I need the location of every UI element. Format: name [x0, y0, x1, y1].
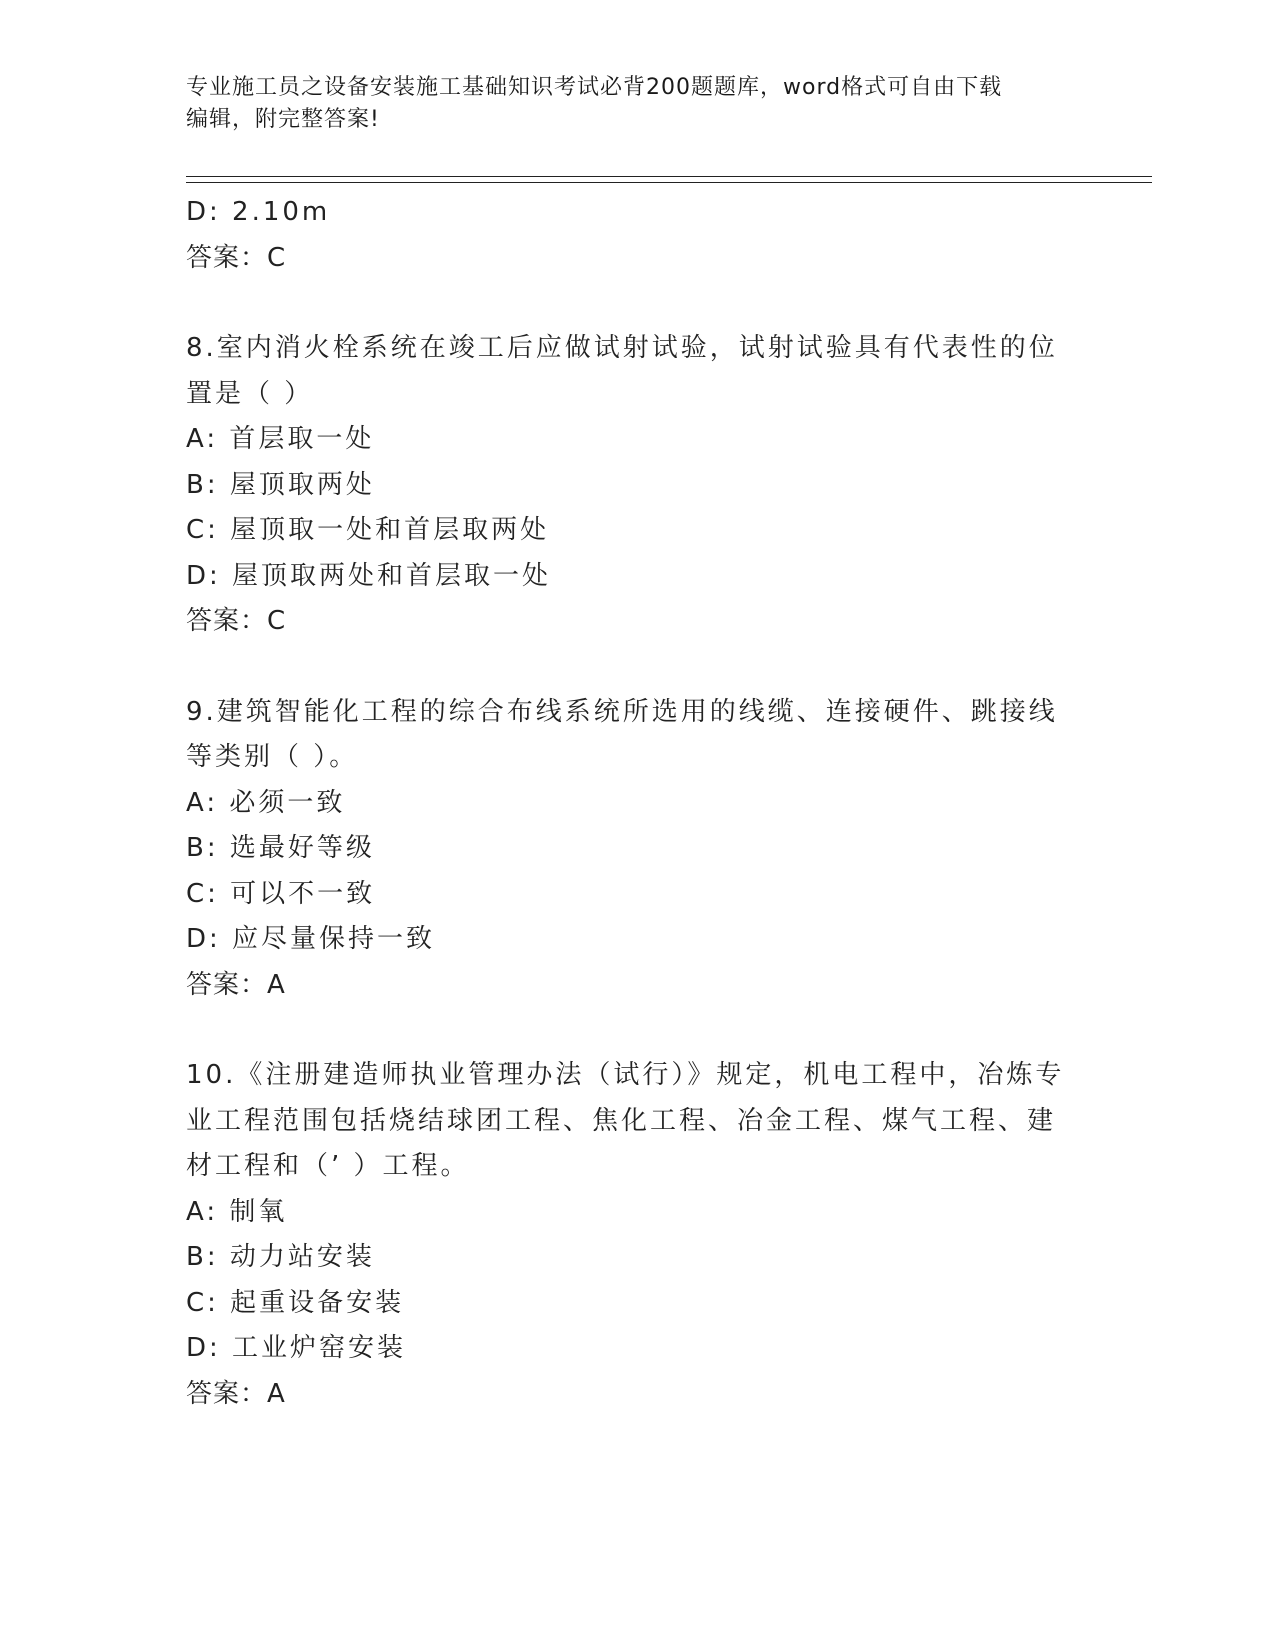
answer: 答案：A — [186, 1378, 286, 1409]
question-10 — [186, 1053, 1086, 1417]
option-c: C: 可以不一致 — [186, 878, 376, 909]
option-d: D: 应尽量保持一致 — [186, 924, 436, 954]
question-stem: 8.室内消火栓系统在竣工后应做试射试验，试射试验具有代表性的位 — [186, 333, 1058, 363]
option-d: D: 工业炉窑安装 — [186, 1333, 407, 1363]
page-header — [186, 72, 1066, 136]
question-stem: 材工程和（’ ）工程。 — [186, 1151, 470, 1181]
header-divider — [186, 176, 1152, 183]
option-a: A: 首层取一处 — [186, 424, 375, 454]
option-a: A: 必须一致 — [186, 787, 346, 818]
question-9 — [186, 690, 1086, 1009]
header-line-2: 编辑，附完整答案! — [186, 107, 380, 132]
previous-question-tail — [186, 190, 1086, 281]
answer: 答案：C — [186, 606, 287, 636]
option-a: A: 制氧 — [186, 1196, 288, 1227]
answer: 答案：A — [186, 969, 286, 1000]
option-c: C: 起重设备安装 — [186, 1287, 405, 1318]
option-d: D: 屋顶取两处和首层取一处 — [186, 560, 552, 591]
question-stem: 置是（ ） — [186, 378, 314, 409]
option-d: D: 2.10m — [186, 197, 331, 227]
question-8 — [186, 326, 1086, 645]
question-stem: 业工程范围包括烧结球团工程、焦化工程、冶金工程、煤气工程、建 — [186, 1105, 1057, 1136]
option-b: B: 屋顶取两处 — [186, 469, 375, 500]
option-c: C: 屋顶取一处和首层取两处 — [186, 515, 550, 545]
option-b: B: 选最好等级 — [186, 833, 375, 863]
header-line-1: 专业施工员之设备安装施工基础知识考试必背200题题库，word格式可自由下载 — [186, 75, 1003, 100]
option-b: B: 动力站安装 — [186, 1242, 375, 1272]
question-stem: 10.《注册建造师执业管理办法（试行）》规定，机电工程中，冶炼专 — [186, 1060, 1065, 1090]
document-body — [186, 190, 1086, 1417]
question-stem: 等类别（ ）。 — [186, 742, 359, 772]
question-stem: 9.建筑智能化工程的综合布线系统所选用的线缆、连接硬件、跳接线 — [186, 696, 1058, 727]
answer: 答案：C — [186, 242, 287, 273]
